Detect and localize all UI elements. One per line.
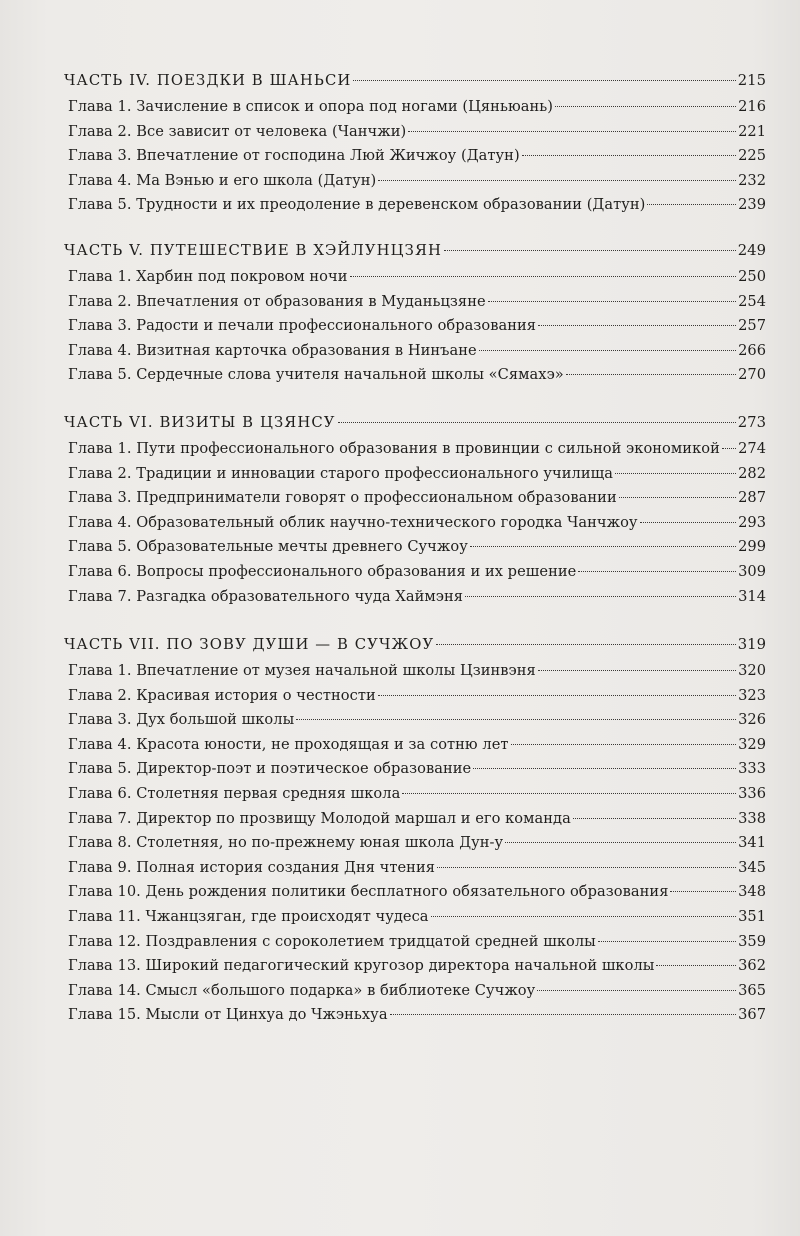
chapter-page-number: 299 [738, 538, 766, 556]
chapter-page-number: 367 [738, 1006, 766, 1024]
chapter-title: Глава 14. Смысл «большого подарка» в библиотеке Сучжоу [68, 981, 536, 999]
toc-entry [64, 560, 766, 585]
dot-leader [431, 916, 737, 917]
dot-leader [350, 276, 737, 277]
toc-entry [64, 585, 766, 610]
chapter-title: Глава 5. Образовательные мечты древнего Сучжоу [68, 538, 468, 556]
dot-leader [566, 374, 736, 375]
dot-leader [437, 867, 736, 868]
chapter-page-number: 314 [738, 587, 766, 605]
toc-entry [64, 265, 766, 290]
chapter-page-number: 293 [738, 513, 766, 531]
chapter-title: Глава 8. Столетняя, но по-прежнему юная школа Дун-у [68, 834, 504, 852]
dot-leader [670, 891, 736, 892]
dot-leader [619, 497, 736, 498]
chapter-page-number: 221 [738, 122, 766, 140]
chapter-title: Глава 6. Вопросы профессионального образования и их решение [68, 562, 577, 580]
chapter-title: Глава 12. Поздравления с сороколетием тридцатой средней школы [68, 932, 596, 950]
toc-entry [64, 290, 766, 315]
toc-part-5 [64, 237, 766, 388]
toc-entry [64, 930, 766, 955]
part-page-number: 249 [737, 242, 766, 259]
toc-entry [64, 659, 766, 684]
chapter-title: Глава 11. Чжанцзяган, где происходят чудеса [68, 907, 429, 925]
toc-entry [64, 511, 766, 536]
chapter-title: Глава 2. Традиции и инновации старого профессионального училища [68, 464, 613, 482]
chapter-title: Глава 7. Разгадка образовательного чуда Хаймэня [68, 587, 463, 605]
toc-entry [64, 462, 766, 487]
toc-entry [64, 905, 766, 930]
chapter-page-number: 345 [738, 858, 766, 876]
chapter-page-number: 326 [738, 711, 766, 729]
chapter-title: Глава 1. Зачисление в список и опора под ногами (Цяньюань) [68, 98, 553, 115]
dot-leader [378, 695, 736, 696]
chapter-title: Глава 5. Директор-поэт и поэтическое образование [68, 760, 472, 778]
dot-leader [538, 670, 736, 671]
chapter-title: Глава 2. Впечатления от образования в Муданьцзяне [68, 292, 486, 310]
toc-entry [64, 535, 766, 560]
dot-leader [473, 768, 736, 769]
chapter-page-number: 282 [738, 464, 766, 482]
chapter-title: Глава 4. Красота юности, не проходящая и за сотню лет [68, 735, 509, 753]
dot-leader [465, 596, 736, 597]
toc-entry [64, 782, 766, 807]
dot-leader [488, 301, 736, 302]
part-page-number: 319 [737, 636, 766, 653]
chapter-title: Глава 15. Мысли от Цинхуа до Чжэньхуа [68, 1006, 388, 1024]
toc-entry [64, 979, 766, 1004]
chapter-page-number: 287 [738, 489, 766, 507]
dot-leader [479, 350, 736, 351]
toc-entry [64, 486, 766, 511]
part-page-number: 273 [737, 414, 766, 431]
dot-leader [722, 448, 736, 449]
chapter-page-number: 329 [738, 735, 766, 753]
dot-leader [640, 522, 737, 523]
dot-leader [537, 990, 736, 991]
chapter-title: Глава 10. День рождения политики бесплатного обязательного образования [68, 883, 669, 901]
dot-leader [522, 155, 736, 156]
chapter-page-number: 266 [738, 341, 766, 359]
dot-leader [656, 965, 736, 966]
chapter-page-number: 216 [738, 98, 766, 115]
toc-part-7 [64, 631, 766, 1028]
chapter-page-number: 309 [738, 562, 766, 580]
chapter-page-number: 348 [738, 883, 766, 901]
chapter-page-number: 362 [738, 957, 766, 975]
toc-entry [64, 684, 766, 709]
toc-entry [64, 733, 766, 758]
chapter-title: Глава 3. Дух большой школы [68, 711, 295, 729]
dot-leader [615, 473, 736, 474]
dot-leader [505, 842, 736, 843]
chapter-title: Глава 5. Трудности и их преодоление в деревенском образовании (Датун) [68, 196, 646, 214]
chapter-page-number: 270 [738, 366, 766, 384]
chapter-title: Глава 2. Все зависит от человека (Чанчжи) [68, 122, 407, 140]
dot-leader [436, 644, 736, 645]
toc-entry [64, 339, 766, 364]
toc-entry [64, 807, 766, 832]
chapter-page-number: 257 [738, 317, 766, 335]
dot-leader [444, 250, 736, 251]
toc-entry [64, 95, 766, 120]
toc-entry [64, 363, 766, 388]
chapter-title: Глава 1. Харбин под покровом ночи [68, 268, 348, 285]
chapter-title: Глава 1. Пути профессионального образования в провинции с сильной экономикой [68, 440, 720, 457]
chapter-title: Глава 9. Полная история создания Дня чтения [68, 858, 435, 876]
chapter-title: Глава 3. Предприниматели говорят о профессиональном образовании [68, 489, 617, 507]
dot-leader [598, 941, 736, 942]
dot-leader [555, 106, 736, 107]
dot-leader [538, 325, 736, 326]
toc-entry [64, 954, 766, 979]
toc-entry [64, 1003, 766, 1028]
toc-part-4 [64, 67, 766, 218]
chapter-page-number: 274 [738, 440, 766, 457]
chapter-page-number: 341 [738, 834, 766, 852]
dot-leader [402, 793, 736, 794]
toc-entry [64, 437, 766, 462]
dot-leader [578, 571, 736, 572]
toc-entry [64, 880, 766, 905]
chapter-page-number: 323 [738, 686, 766, 704]
dot-leader [573, 818, 736, 819]
chapter-page-number: 250 [738, 268, 766, 285]
toc-entry [64, 144, 766, 169]
part-title: ЧАСТЬ VI. ВИЗИТЫ В ЦЗЯНСУ [64, 414, 336, 431]
dot-leader [296, 719, 736, 720]
part-title: ЧАСТЬ VII. ПО ЗОВУ ДУШИ — В СУЧЖОУ [64, 636, 435, 653]
toc-entry [64, 120, 766, 145]
dot-leader [378, 180, 736, 181]
chapter-page-number: 365 [738, 981, 766, 999]
toc-entry [64, 314, 766, 339]
chapter-page-number: 336 [738, 784, 766, 802]
chapter-title: Глава 2. Красивая история о честности [68, 686, 376, 704]
part-title: ЧАСТЬ V. ПУТЕШЕСТВИЕ В ХЭЙЛУНЦЗЯН [64, 242, 443, 259]
chapter-page-number: 320 [738, 662, 766, 679]
part-heading [64, 409, 766, 437]
toc-part-6 [64, 409, 766, 609]
chapter-title: Глава 4. Образовательный облик научно-технического городка Чанчжоу [68, 513, 638, 531]
chapter-page-number: 232 [738, 171, 766, 189]
chapter-title: Глава 1. Впечатление от музея начальной школы Цзинвэня [68, 662, 536, 679]
toc-entry [64, 831, 766, 856]
part-heading [64, 631, 766, 659]
toc-entry [64, 193, 766, 218]
toc-entry [64, 708, 766, 733]
toc-entry [64, 169, 766, 194]
chapter-page-number: 225 [738, 147, 766, 165]
chapter-title: Глава 5. Сердечные слова учителя начальной школы «Сямахэ» [68, 366, 564, 384]
chapter-page-number: 333 [738, 760, 766, 778]
chapter-title: Глава 13. Широкий педагогический кругозор директора начальной школы [68, 957, 655, 975]
toc-entry [64, 757, 766, 782]
dot-leader [353, 80, 735, 81]
chapter-page-number: 351 [738, 907, 766, 925]
chapter-page-number: 338 [738, 809, 766, 827]
chapter-page-number: 254 [738, 292, 766, 310]
chapter-title: Глава 7. Директор по прозвищу Молодой маршал и его команда [68, 809, 571, 827]
toc-entry [64, 856, 766, 881]
chapter-title: Глава 4. Ма Вэнью и его школа (Датун) [68, 171, 377, 189]
chapter-title: Глава 3. Впечатление от господина Люй Жичжоу (Датун) [68, 147, 520, 165]
chapter-title: Глава 6. Столетняя первая средняя школа [68, 784, 401, 802]
dot-leader [390, 1014, 737, 1015]
dot-leader [511, 744, 737, 745]
dot-leader [338, 422, 736, 423]
chapter-page-number: 239 [738, 196, 766, 214]
part-heading [64, 67, 766, 95]
part-heading [64, 237, 766, 265]
dot-leader [647, 204, 736, 205]
chapter-page-number: 359 [738, 932, 766, 950]
chapter-title: Глава 4. Визитная карточка образования в Нинъане [68, 341, 477, 359]
part-title: ЧАСТЬ IV. ПОЕЗДКИ В ШАНЬСИ [64, 72, 352, 89]
part-page-number: 215 [737, 72, 766, 89]
dot-leader [470, 546, 736, 547]
chapter-title: Глава 3. Радости и печали профессионального образования [68, 317, 537, 335]
dot-leader [408, 131, 736, 132]
